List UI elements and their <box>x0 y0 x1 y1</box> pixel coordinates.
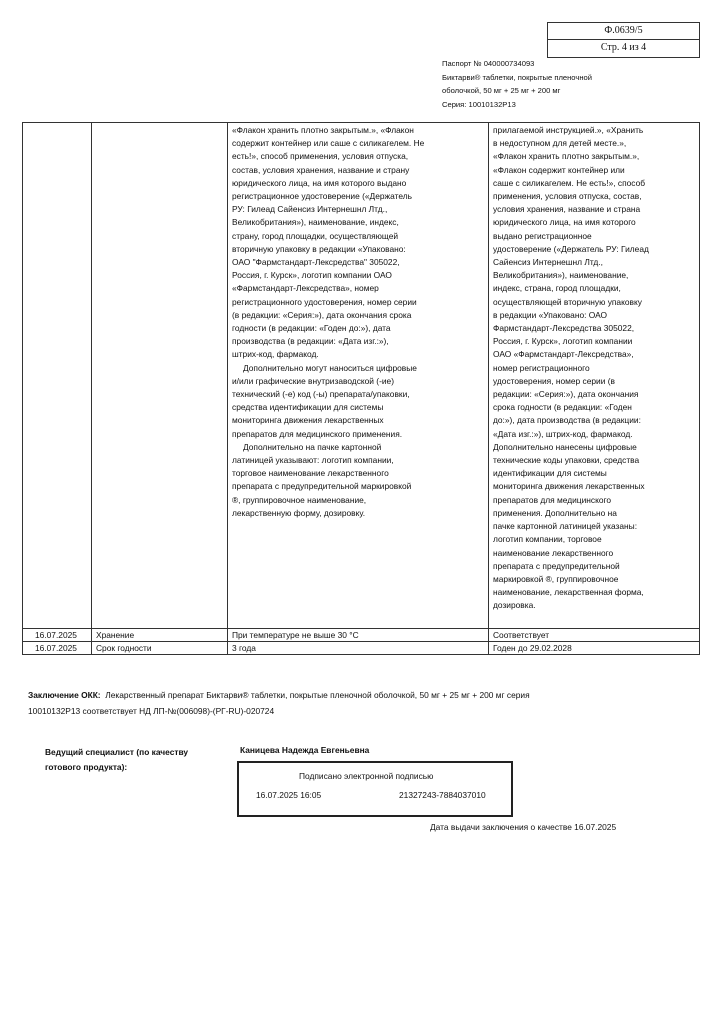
text-line: дозировка. <box>493 600 536 611</box>
text-line: вторичную упаковку в редакции «Упаковано: <box>232 243 406 254</box>
text-line: Дополнительно могут наноситься цифровые <box>243 362 417 373</box>
text-line: (в редакции: «Серия:»), дата окончания срока <box>232 309 412 320</box>
requirement-text <box>232 123 484 520</box>
text-line: «Флакон хранить плотно закрытым.», <box>493 151 640 162</box>
table-row <box>23 642 700 655</box>
result-text <box>493 123 695 613</box>
specialist-label: Ведущий специалист (по качеству готового продукта): <box>45 747 189 772</box>
text-line: наименование лекарственного <box>493 547 614 558</box>
date-cell <box>23 123 92 629</box>
text-line: штрих-код, фармакод. <box>232 349 319 360</box>
requirement-cell <box>228 123 489 629</box>
text-line: логотип компании, торговое <box>493 534 602 545</box>
result-cell <box>489 123 700 629</box>
text-line: юридического лица, на имя которого выдано <box>232 177 407 188</box>
conclusion-text-1: Лекарственный препарат Биктарви® таблетки, покрытые пленочной оболочкой, 50 мг + 25 мг + 200 мг серия <box>105 690 530 700</box>
series: Серия: 10010132Р13 <box>442 99 516 109</box>
table-row <box>23 629 700 642</box>
text-line: мониторинга движения лекарственных <box>232 415 384 426</box>
conclusion <box>28 687 530 719</box>
param-cell: Срок годности <box>92 642 228 655</box>
text-line: Фармстандарт-Лексредства 305022, <box>493 323 635 334</box>
text-line: Дополнительно на пачке картонной <box>243 441 382 452</box>
text-line: содержит контейнер или саше с силикагелем. Не <box>232 138 425 149</box>
passport-number: Паспорт № 040000734093 <box>442 59 535 68</box>
text-line: лекарственную форму, дозировку. <box>232 507 366 518</box>
text-line: «Фармстандарт-Лексредства», номер <box>232 283 379 294</box>
text-line: юридического лица, на имя которого <box>493 217 636 228</box>
text-line: «Дата изг.:»), штрих-код, фармакод. <box>493 428 633 439</box>
text-line: Дополнительно нанесены цифровые <box>493 441 637 452</box>
passport-header <box>442 57 592 111</box>
text-line: Россия, г. Курск», логотип компании <box>493 336 633 347</box>
quality-table <box>22 122 700 655</box>
requirement-cell: 3 года <box>228 642 489 655</box>
text-line: редакции: «Серия:»), дата окончания <box>493 389 639 400</box>
text-line: индекс, страна, город площадки, <box>493 283 621 294</box>
param-cell: Хранение <box>92 629 228 642</box>
text-line: номер регистрационного <box>493 362 590 373</box>
conclusion-label: Заключение ОКК: <box>28 690 101 700</box>
signature-datetime: 16.07.2025 16:05 <box>256 790 322 800</box>
signature-code: 21327243-7884037010 <box>399 790 486 800</box>
conclusion-text-2: 10010132Р13 соответствует НД ЛП-№(006098)-(РГ-RU)-020724 <box>28 706 275 716</box>
text-line: до:»), дата производства (в редакции: <box>493 415 641 426</box>
text-line: ОАО «Фармстандарт-Лексредства», <box>493 349 634 360</box>
text-line: страну, город площадки, осуществляющей <box>232 230 399 241</box>
text-line: прилагаемой инструкцией.», «Хранить <box>493 125 644 135</box>
text-line: есть!», способ применения, условия отпуска, <box>232 151 409 162</box>
text-line: осуществляющей вторичную упаковку <box>493 296 642 307</box>
text-line: выдано регистрационное <box>493 230 592 241</box>
text-line: и/или графические внутризаводской (-ие) <box>232 375 395 386</box>
date-cell: 16.07.2025 <box>23 629 92 642</box>
text-line: годности (в редакции: «Годен до:»), дата <box>232 323 391 334</box>
specialist-name: Каницева Надежда Евгеньевна <box>240 745 370 755</box>
text-line: в редакции «Упаковано: ОАО <box>493 309 608 320</box>
result-cell: Соответствует <box>489 629 700 642</box>
text-line: пачке картонной латиницей указаны: <box>493 521 638 532</box>
text-line: технические коды упаковки, средства <box>493 455 640 466</box>
result-cell: Годен до 29.02.2028 <box>489 642 700 655</box>
text-line: условия хранения, название и страна <box>493 204 641 215</box>
text-line: препаратов для медицинского применения. <box>232 428 403 439</box>
text-line: Великобритания»), наименование, индекс, <box>232 217 399 228</box>
text-line: торговое наименование лекарственного <box>232 468 389 479</box>
electronic-signature-box <box>237 761 513 817</box>
text-line: РУ: Гилеад Сайенсиз Интернешнл Лтд., <box>232 204 388 215</box>
text-line: применения. Дополнительно на <box>493 507 617 518</box>
signature-title: Подписано электронной подписью <box>299 771 434 781</box>
text-line: состав, условия хранения, название и страну <box>232 164 410 175</box>
issue-date: Дата выдачи заключения о качестве 16.07.2025 <box>430 822 617 832</box>
text-line: маркировкой ®, группировочное <box>493 573 619 584</box>
param-cell <box>92 123 228 629</box>
text-line: срока годности (в редакции: «Годен <box>493 402 632 413</box>
page-counter: Стр. 4 из 4 <box>600 42 647 53</box>
text-line: регистрационное удостоверение («Держатель <box>232 191 412 202</box>
requirement-cell: При температуре не выше 30 °С <box>228 629 489 642</box>
text-line: Великобритания»), наименование, <box>493 270 629 281</box>
text-line: Сайенсиз Интернешнл Лтд., <box>493 257 603 268</box>
date-cell: 16.07.2025 <box>23 642 92 655</box>
text-line: технический (-е) код (-ы) препарата/упаковки, <box>232 389 410 400</box>
text-line: Россия, г. Курск», логотип компании ОАО <box>232 270 392 281</box>
product-name: Биктарви® таблетки, покрытые пленочной <box>442 72 592 82</box>
text-line: применения, условия отпуска, состав, <box>493 191 642 202</box>
text-line: средства идентификации для системы <box>232 402 384 413</box>
text-line: регистрационного удостоверения, номер серии <box>232 296 417 307</box>
text-line: ®, группировочное наименование, <box>232 494 367 505</box>
text-line: препарата с предупредительной маркировкой <box>232 481 412 492</box>
text-line: саше с силикагелем. Не есть!», способ <box>493 177 646 188</box>
text-line: мониторинга движения лекарственных <box>493 481 645 492</box>
text-line: препарата с предупредительной <box>493 560 620 571</box>
table-row <box>23 123 700 629</box>
form-number-box <box>547 22 700 58</box>
text-line: производства (в редакции: «Дата изг.:»), <box>232 336 389 347</box>
text-line: в недоступном для детей месте.», <box>493 138 627 149</box>
product-dosage: оболочкой, 50 мг + 25 мг + 200 мг <box>442 86 561 95</box>
text-line: удостоверение («Держатель РУ: Гилеад <box>493 243 649 254</box>
text-line: латиницей указывают: логотип компании, <box>232 455 394 466</box>
text-line: ОАО "Фармстандарт-Лексредства" 305022, <box>232 257 400 268</box>
form-code: Ф.0639/5 <box>548 23 699 40</box>
text-line: «Флакон хранить плотно закрытым.», «Флакон <box>232 125 414 135</box>
text-line: «Флакон содержит контейнер или <box>493 164 625 175</box>
text-line: идентификации для системы <box>493 468 607 479</box>
text-line: удостоверения, номер серии (в <box>493 375 615 386</box>
text-line: препаратов для медицинского <box>493 494 612 505</box>
text-line: наименование, лекарственная форма, <box>493 587 644 598</box>
